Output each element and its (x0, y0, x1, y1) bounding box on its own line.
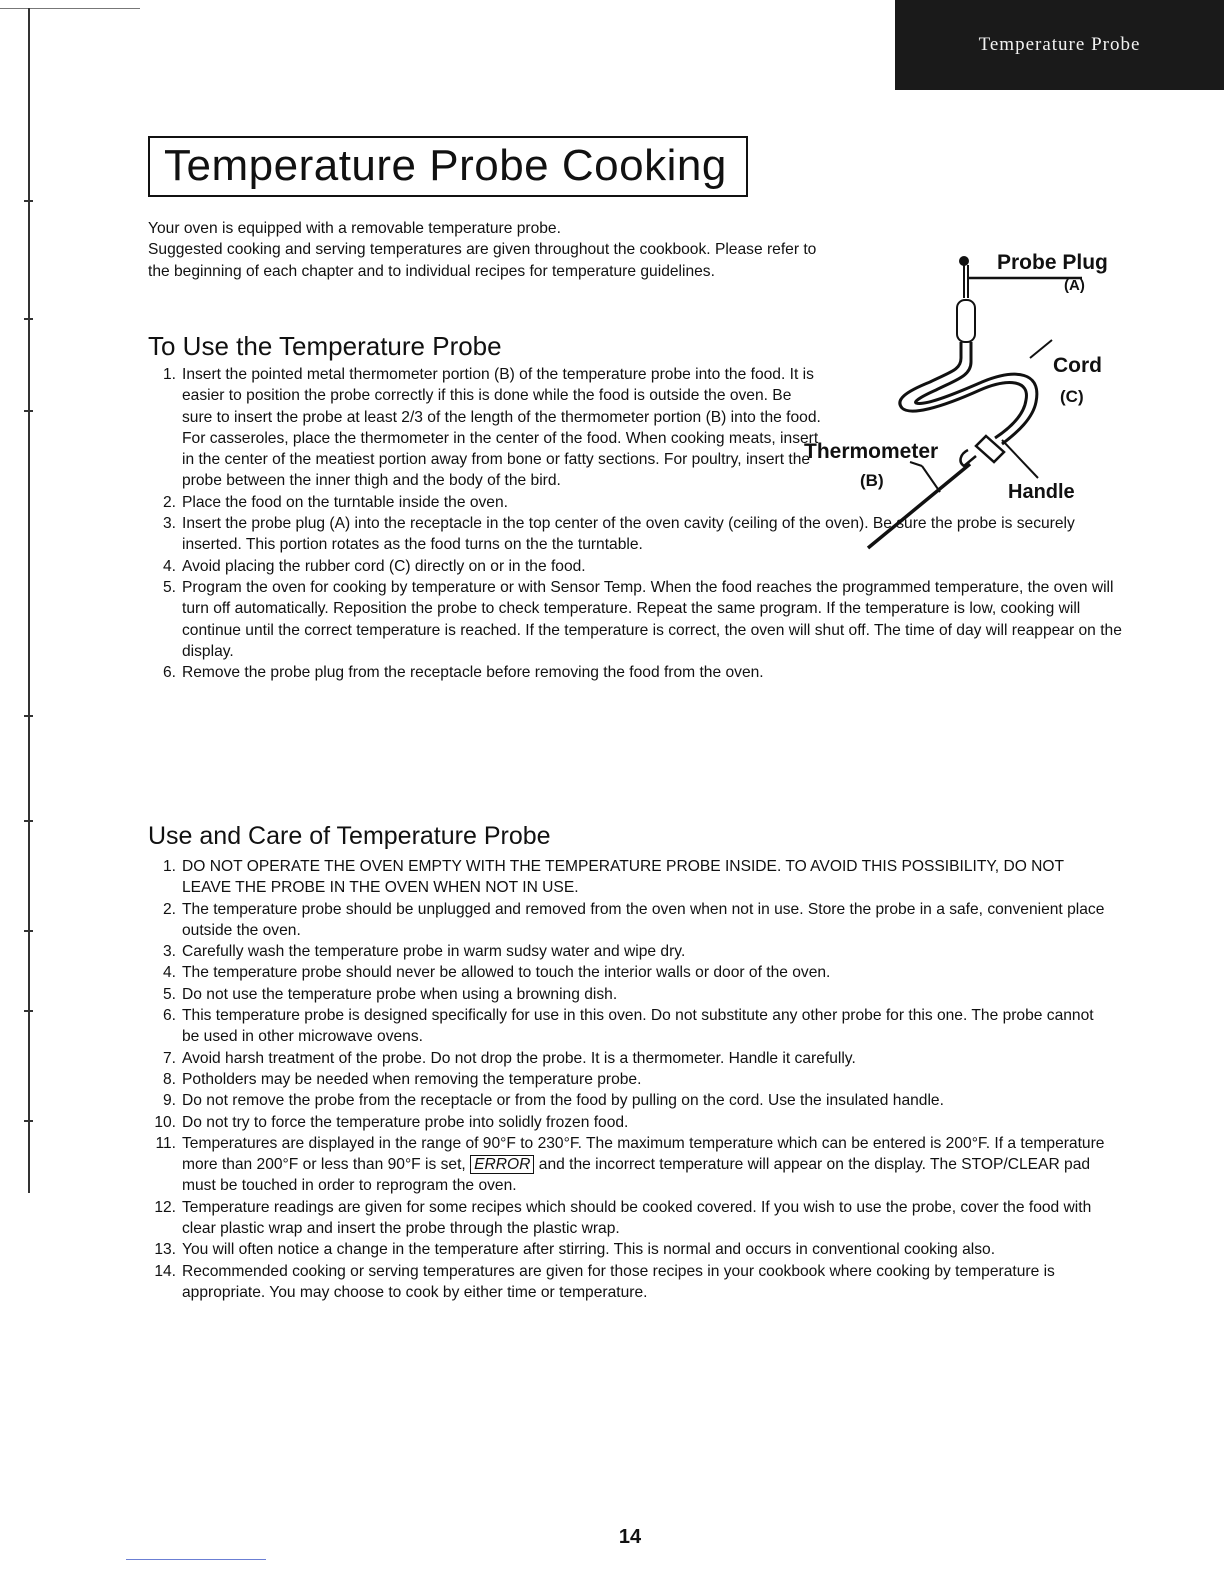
binding-tick (24, 1010, 33, 1012)
list-item (150, 1090, 1110, 1111)
list-item (150, 941, 1110, 962)
item-number: 5. (162, 985, 176, 1003)
bottom-rule (126, 1559, 266, 1560)
section-tab: Temperature Probe (895, 0, 1224, 90)
binding-tick (24, 318, 33, 320)
thermometer-letter: (B) (860, 471, 884, 490)
item-number: 3. (162, 515, 176, 533)
probe-plug-grip (957, 300, 975, 342)
probe-plug-tip (960, 257, 968, 265)
list-item (150, 577, 1122, 662)
item-number: 8. (162, 1070, 176, 1088)
item-number: 2. (162, 493, 176, 511)
item-text: Program the oven for cooking by temperature or with Sensor Temp. When the food reaches the programmed temperature, the oven will turn off automatically. Reposition the probe to check temperature. Repeat the same program. If the temperature is low, cooking will continue until the correct temperature is reached. If the temperature is correct, the oven will shut off. The time of day will reappear on the display. (182, 578, 1122, 660)
page-title: Temperature Probe Cooking (148, 136, 748, 197)
list-item (150, 984, 1110, 1005)
list-item (150, 1048, 1110, 1069)
item-number: 1. (162, 366, 176, 383)
item-text: Do not use the temperature probe when using a browning dish. (182, 985, 618, 1003)
list-item (150, 1112, 1110, 1133)
thermometer-leader-line (922, 466, 940, 492)
list-item (150, 1261, 1110, 1304)
list-item (150, 962, 1110, 983)
list-item (150, 1005, 1110, 1048)
item-text: Place the food on the turntable inside the oven. (182, 493, 508, 511)
item-number: 10. (154, 1113, 176, 1131)
item-number: 7. (162, 1049, 176, 1067)
list-item (150, 662, 1122, 683)
binding-tick (24, 200, 33, 202)
binding-tick (24, 820, 33, 822)
item-text: Do not try to force the temperature probe into solidly frozen food. (182, 1113, 629, 1131)
item-text: The temperature probe should be unplugged and removed from the oven when not in use. Store the probe in a safe, convenient place outside the oven. (182, 900, 1105, 939)
item-text: The temperature probe should never be allowed to touch the interior walls or door of the oven. (182, 964, 831, 982)
list-item (150, 1197, 1110, 1240)
item-text: Remove the probe plug from the receptacle before removing the food from the oven. (182, 664, 764, 682)
handle-leader-line (1002, 440, 1038, 478)
page-number: 14 (618, 1526, 642, 1548)
item-text: Do not remove the probe from the receptacle or from the food by pulling on the cord. Use the insulated handle. (182, 1092, 944, 1110)
binding-tick (24, 1120, 33, 1122)
item-text: Insert the probe plug (A) into the receptacle in the top center of the oven cavity (ceiling of the oven). Be sure the probe is securely inserted. This portion rotates as the food turns on the the turntable. (182, 515, 1075, 554)
list-item (150, 1133, 1110, 1197)
item-text: Temperature readings are given for some recipes which should be cooked covered. If you wish to use the probe, cover the food with clear plastic wrap and insert the probe through the plastic wrap. (182, 1198, 1092, 1238)
temperature-probe-diagram (790, 240, 1120, 570)
section-heading-care: Use and Care of Temperature Probe (148, 822, 551, 850)
item-number: 9. (162, 1092, 176, 1110)
item-text: Insert the pointed metal thermometer portion (B) of the temperature probe into the food. It is easier to position the probe correctly if this is done while the food is outside the oven. Be sure to insert the probe at least 2/3 of the length of the thermometer portion (B) into the food. For casseroles, place the thermometer in the center of the food. When cooking meats, insert in the center of the meatiest portion away from bone or fatty sections. For poultry, insert the probe between the inner thigh and the body of the bird. (182, 366, 821, 490)
item-number: 4. (162, 557, 176, 575)
item-number: 6. (162, 1007, 176, 1025)
item-text: Avoid placing the rubber cord (C) directly on or in the food. (182, 557, 586, 575)
item-number: 13. (154, 1241, 176, 1259)
list-item (150, 1069, 1110, 1090)
item-number: 4. (162, 964, 176, 982)
item-text: DO NOT OPERATE THE OVEN EMPTY WITH THE TEMPERATURE PROBE INSIDE. TO AVOID THIS POSSIBILITY, DO NOT LEAVE THE PROBE IN THE OVEN WHEN NOT IN USE. (182, 858, 1064, 897)
item-number: 3. (162, 943, 176, 961)
binding-tick (24, 410, 33, 412)
item-number: 1. (162, 858, 176, 875)
item-text: Avoid harsh treatment of the probe. Do not drop the probe. It is a thermometer. Handle it carefully. (182, 1049, 856, 1067)
thermometer-label: Thermometer (804, 440, 939, 463)
care-items-list (150, 856, 1110, 1303)
intro-line: Suggested cooking and serving temperatures are given throughout the cookbook. Please refer to the beginning of each chapter and to individual recipes for temperature guidelines. (148, 241, 817, 280)
item-text: Recommended cooking or serving temperatures are given for those recipes in your cookbook where cooking by temperature is appropriate. You may choose to cook by either time or temperature. (182, 1262, 1055, 1301)
cord-label: Cord (1053, 354, 1102, 377)
item-number: 14. (154, 1262, 176, 1280)
item-number: 2. (162, 900, 176, 918)
probe-handle (976, 436, 1004, 462)
list-item (150, 364, 822, 492)
probe-plug-label: Probe Plug (997, 251, 1108, 274)
list-item (150, 1239, 1110, 1260)
list-item (150, 899, 1110, 942)
item-number: 11. (155, 1134, 176, 1152)
probe-plug-letter: (A) (1064, 277, 1085, 294)
item-text: You will often notice a change in the temperature after stirring. This is normal and occurs in conventional cooking also. (182, 1241, 996, 1259)
binding-tick (24, 715, 33, 717)
item-number: 12. (154, 1198, 176, 1216)
item-text: and the incorrect temperature will appear on the display. The STOP/CLEAR pad must be touched in order to reprogram the oven. (182, 1156, 1091, 1195)
item-text: Carefully wash the temperature probe in warm sudsy water and wipe dry. (182, 943, 686, 961)
binding-margin (0, 0, 34, 1200)
binding-line (28, 8, 30, 1193)
item-number: 6. (162, 664, 176, 682)
handle-label: Handle (1008, 481, 1075, 503)
item-text: Potholders may be needed when removing the temperature probe. (182, 1070, 642, 1088)
section-heading-use: To Use the Temperature Probe (148, 331, 502, 361)
intro-text (148, 218, 838, 282)
item-number: 5. (162, 578, 176, 596)
error-display-label: ERROR (470, 1155, 534, 1174)
list-item (150, 856, 1110, 899)
binding-tick (24, 930, 33, 932)
cord-leader-line (1030, 340, 1052, 358)
cord-letter: (C) (1060, 387, 1084, 406)
item-text: This temperature probe is designed specifically for use in this oven. Do not substitute any other probe for this one. The probe cannot be used in other microwave ovens. (182, 1007, 1094, 1046)
intro-line: Your oven is equipped with a removable temperature probe. (148, 220, 561, 237)
item-text: Temperatures are displayed in the range of 90°F to 230°F. The maximum temperature which can be entered is 200°F. If a temperature more than 200°F or less than 90°F is set, (182, 1134, 1105, 1174)
